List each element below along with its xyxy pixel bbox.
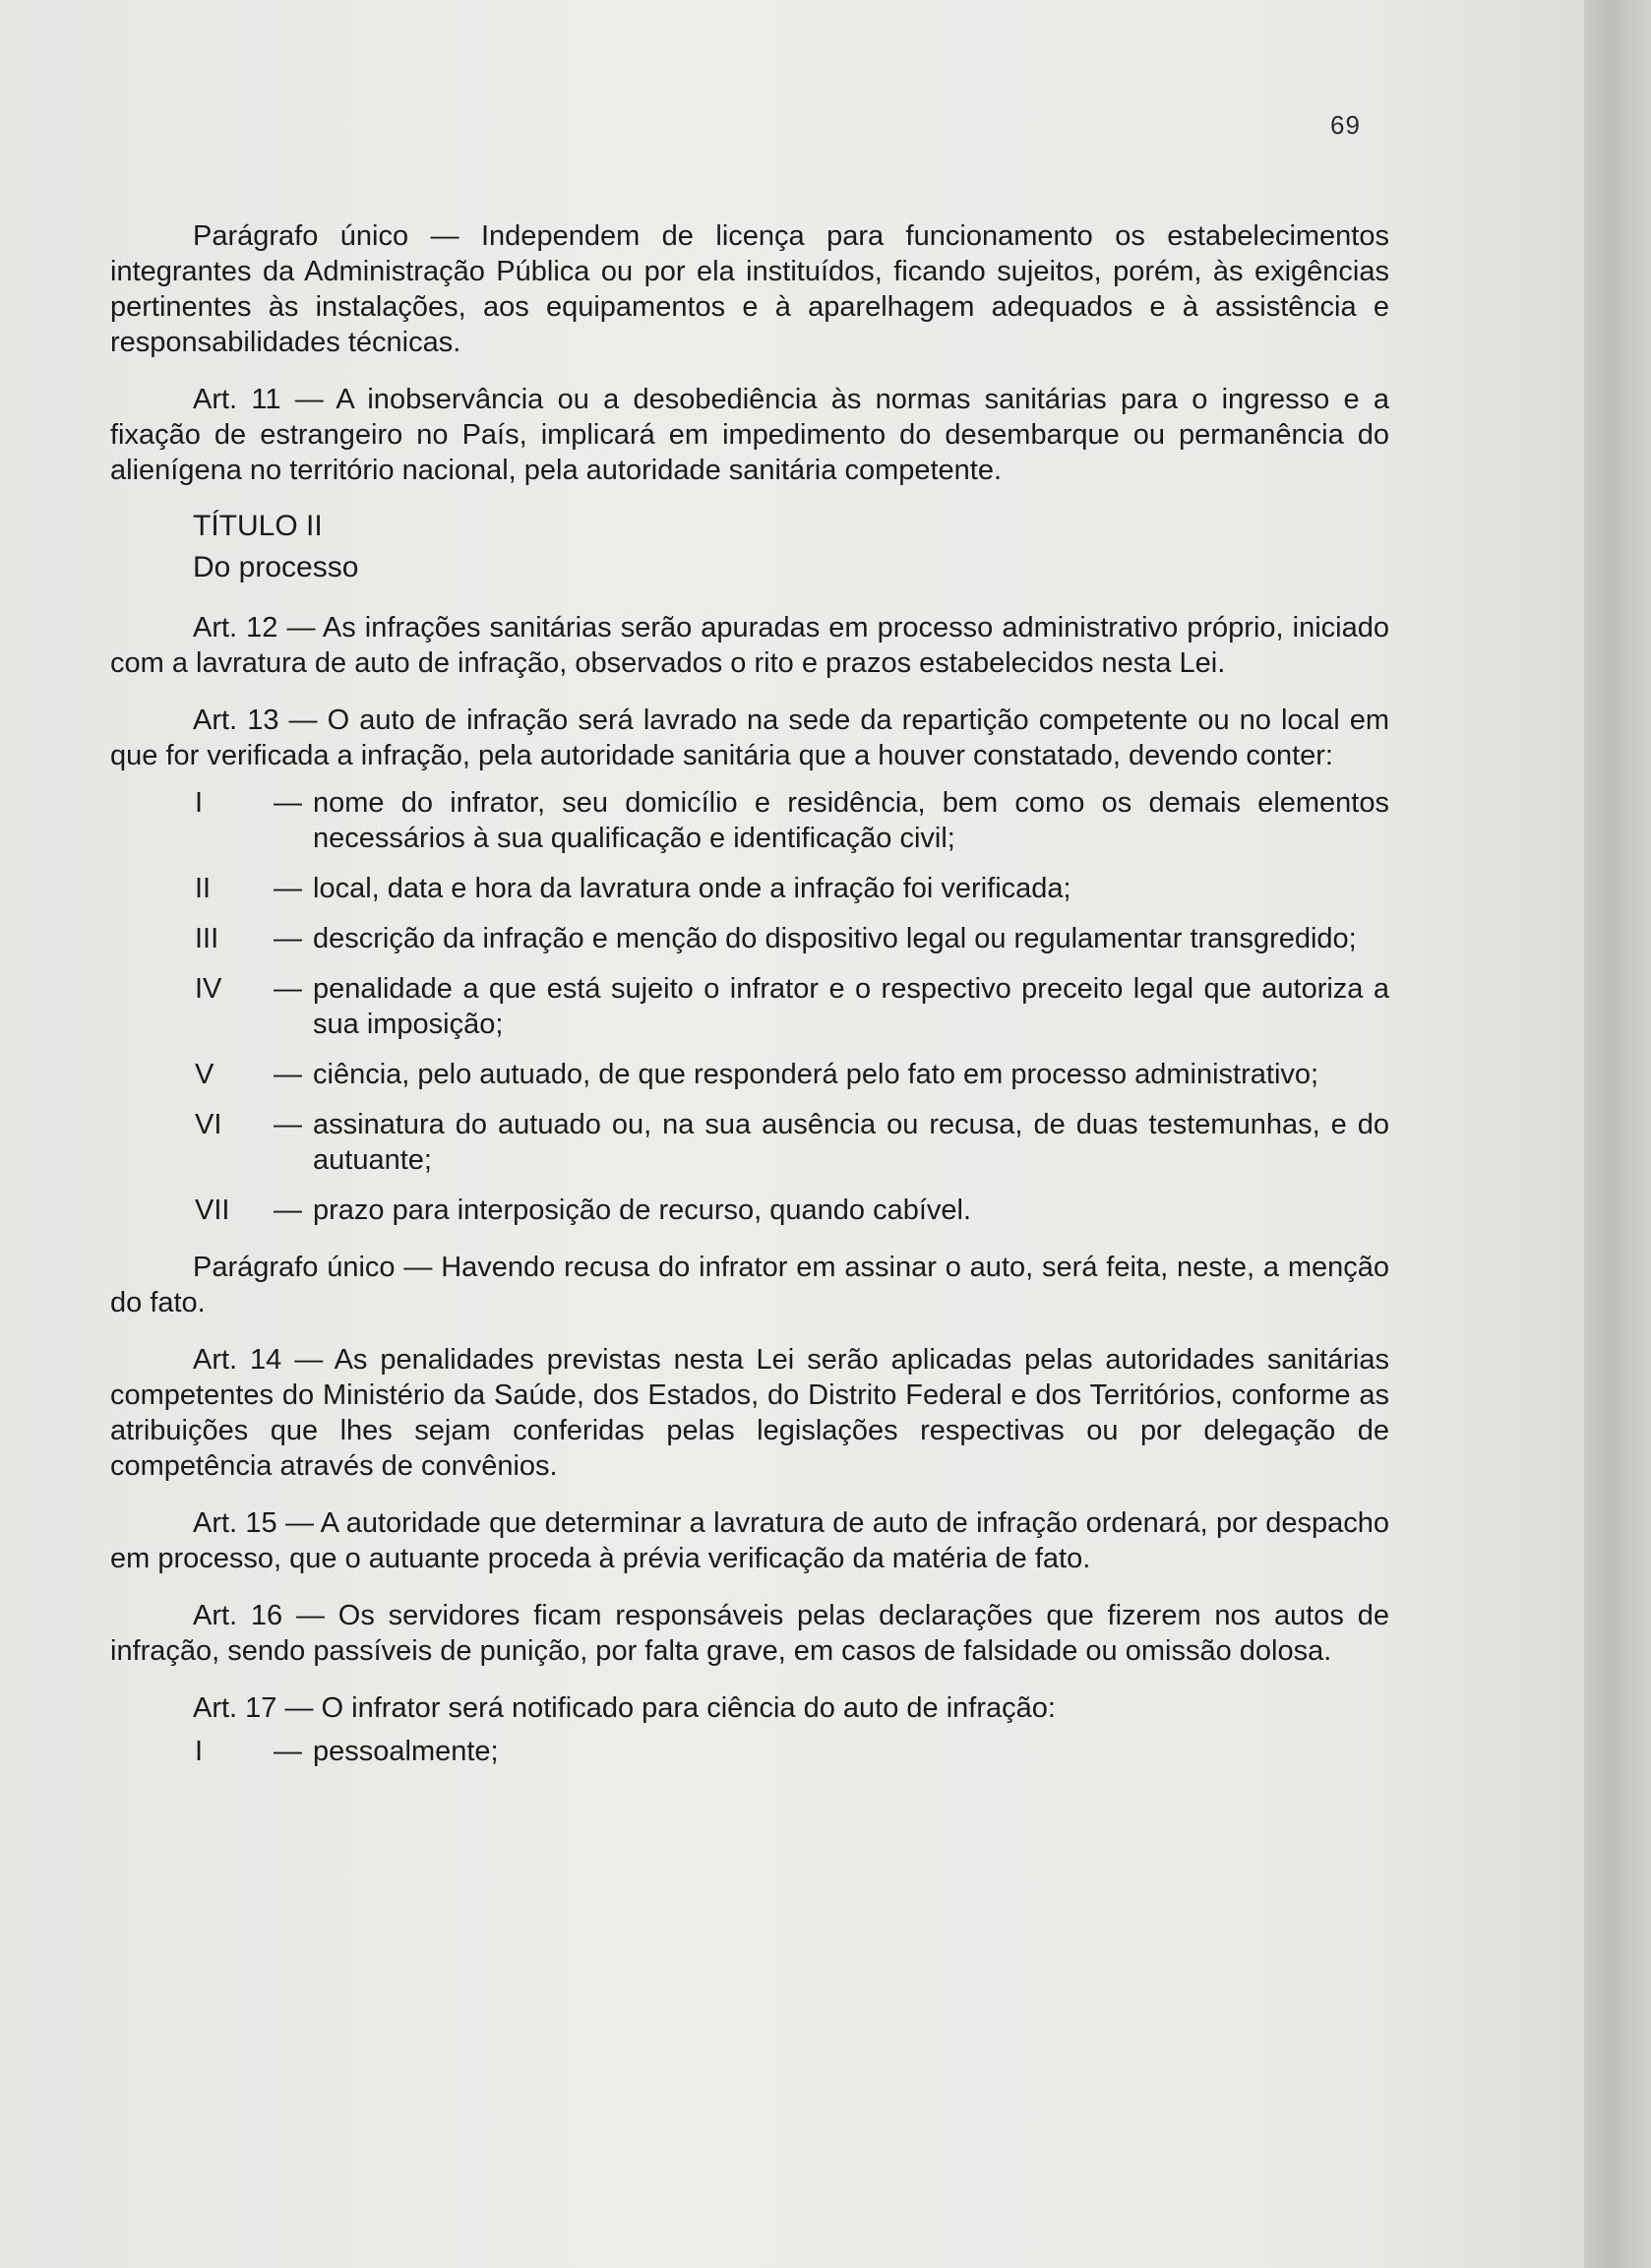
item-dash: — — [274, 787, 302, 819]
document-body — [110, 218, 1389, 1791]
list-item — [110, 871, 1389, 906]
article-13-items — [110, 785, 1389, 1228]
item-text: descrição da infração e menção do dispositivo legal ou regulamentar transgredido; — [313, 923, 1357, 954]
item-text: pessoalmente; — [313, 1736, 499, 1767]
item-dash: — — [274, 1109, 302, 1140]
list-item — [110, 921, 1389, 956]
title-block — [193, 506, 1389, 588]
list-item — [110, 971, 1389, 1042]
item-number: VI — [195, 1109, 222, 1140]
item-dash: — — [274, 1736, 302, 1767]
item-text: local, data e hora da lavratura onde a infração foi verificada; — [313, 873, 1071, 904]
list-item — [110, 1057, 1389, 1092]
item-text: penalidade a que está sujeito o infrator e o respectivo preceito legal que autoriza a sua imposição; — [313, 973, 1389, 1040]
page-number: 69 — [1330, 110, 1361, 140]
item-number: II — [195, 873, 212, 904]
list-item — [110, 1193, 1389, 1228]
item-dash: — — [274, 923, 302, 954]
list-item — [110, 1107, 1389, 1178]
article-14: Art. 14 — As penalidades previstas nesta Lei serão aplicadas pelas autoridades sanitárias competentes do Ministério da Saúde, dos Estados, do Distrito Federal e dos Territórios, conforme as atribuições que lhes sejam conferidas pelas legislações respectivas ou por delegação de competência através de convênios. — [110, 1344, 1389, 1482]
list-item — [110, 1734, 1389, 1769]
item-dash: — — [274, 873, 302, 904]
article-16: Art. 16 — Os servidores ficam responsáveis pelas declarações que fizerem nos autos de infração, sendo passíveis de punição, por falta grave, em casos de falsidade ou omissão dolosa. — [110, 1600, 1389, 1667]
book-page-edge — [1584, 0, 1651, 2268]
item-text: prazo para interposição de recurso, quando cabível. — [313, 1195, 972, 1226]
title-subheading: Do processo — [193, 551, 359, 583]
item-text: assinatura do autuado ou, na sua ausência ou recusa, de duas testemunhas, e do autuante; — [313, 1109, 1389, 1176]
item-dash: — — [274, 1059, 302, 1090]
title-heading: TÍTULO II — [193, 510, 323, 542]
article-17: Art. 17 — O infrator será notificado para ciência do auto de infração: — [193, 1692, 1056, 1724]
paragraph-unique-licenca: Parágrafo único — Independem de licença para funcionamento os estabelecimentos integrantes da Administração Pública ou por ela instituídos, ficando sujeitos, porém, às exigências pertinentes às instalações, aos equipamentos e à aparelhagem adequados e à assistência e responsabilidades técnicas. — [110, 220, 1389, 358]
item-number: IV — [195, 973, 222, 1005]
item-text: ciência, pelo autuado, de que responderá pelo fato em processo administrativo; — [313, 1059, 1319, 1090]
article-13: Art. 13 — O auto de infração será lavrado na sede da repartição competente ou no local em que for verificada a infração, pela autoridade sanitária que a houver constatado, devendo conter: — [110, 705, 1389, 771]
article-11: Art. 11 — A inobservância ou a desobediência às normas sanitárias para o ingresso e a fixação de estrangeiro no País, implicará em impedimento do desembarque ou permanência do alienígena no território nacional, pela autoridade sanitária competente. — [110, 384, 1389, 486]
article-17-items — [110, 1734, 1389, 1769]
item-number: V — [195, 1059, 214, 1090]
paragraph-unique-recusa: Parágrafo único — Havendo recusa do infrator em assinar o auto, será feita, neste, a menção do fato. — [110, 1252, 1389, 1318]
list-item — [110, 785, 1389, 856]
article-12: Art. 12 — As infrações sanitárias serão apuradas em processo administrativo próprio, iniciado com a lavratura de auto de infração, observados o rito e prazos estabelecidos nesta Lei. — [110, 612, 1389, 679]
item-text: nome do infrator, seu domicílio e residência, bem como os demais elementos necessários à sua qualificação e identificação civil; — [313, 787, 1389, 854]
item-dash: — — [274, 973, 302, 1005]
item-number: I — [195, 787, 204, 819]
item-number: III — [195, 923, 219, 954]
item-number: VII — [195, 1195, 230, 1226]
item-number: I — [195, 1736, 204, 1767]
article-15: Art. 15 — A autoridade que determinar a lavratura de auto de infração ordenará, por despacho em processo, que o autuante proceda à prévia verificação da matéria de fato. — [110, 1507, 1389, 1574]
item-dash: — — [274, 1195, 302, 1226]
